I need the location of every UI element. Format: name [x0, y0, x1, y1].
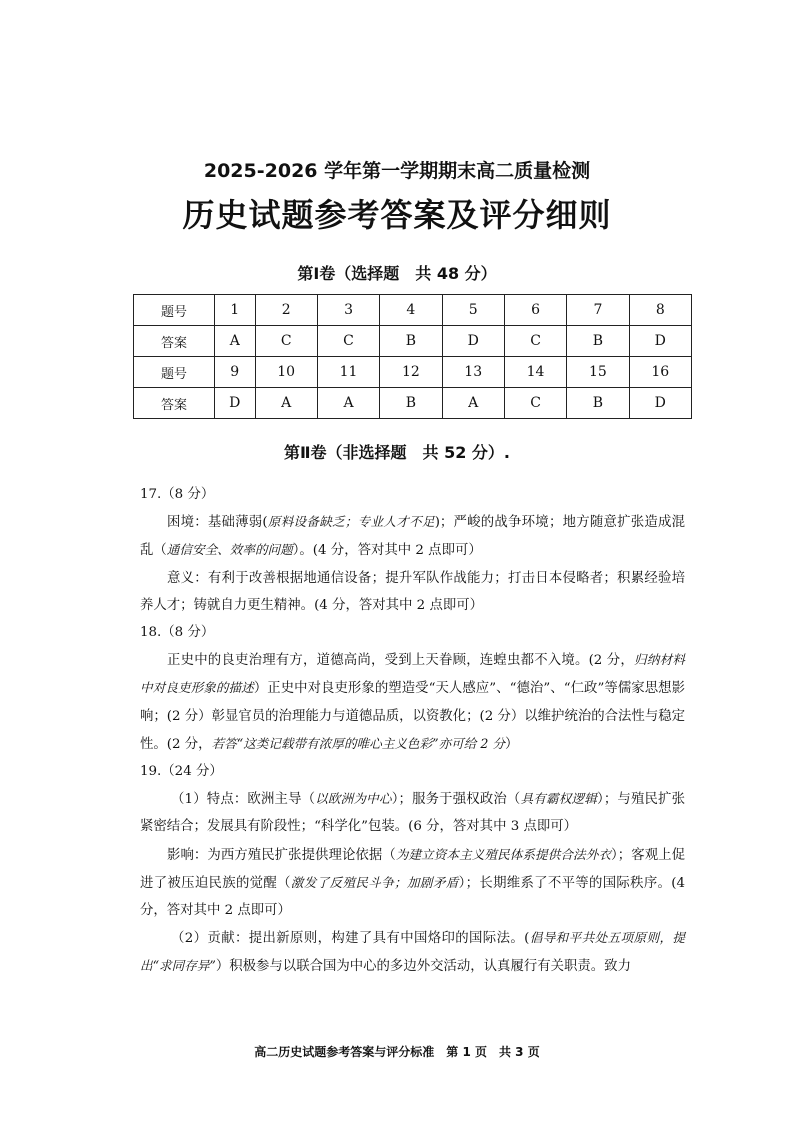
q17-heading: 17.（8 分）	[140, 487, 215, 502]
answer-table-cell: 16	[629, 357, 691, 388]
page-footer: 高二历史试题参考答案与评分标准 第 1 页 共 3 页	[254, 1045, 540, 1059]
answer-table-cell: 13	[442, 357, 504, 388]
section-2-title: 第Ⅱ卷（非选择题 共 52 分）.	[283, 443, 511, 462]
q19-paragraph-1: （1）特点：欧洲主导（以欧洲为中心）；服务于强权政治（具有霸权逻辑）；与殖民扩张紧密结合；发展具有阶段性；“科学化”包装。(6 分，答对其中 3 点即可）	[140, 791, 685, 835]
q18-heading: 18.（8 分）	[140, 625, 215, 641]
answer-table-cell: D	[442, 326, 504, 357]
answer-table-cell: 15	[567, 357, 629, 388]
answer-table-cell: B	[380, 326, 442, 357]
answer-table-row-head: 题号	[134, 295, 215, 326]
answer-table-cell: 8	[629, 295, 691, 326]
answer-table-cell: 5	[442, 295, 504, 326]
answer-table-cell: 3	[317, 295, 379, 326]
answer-table-cell: 4	[380, 295, 442, 326]
q19-heading: 19.（24 分）	[140, 764, 223, 780]
answer-table-cell: 11	[317, 357, 379, 388]
answer-table-row	[134, 326, 692, 357]
answer-table-cell: C	[504, 326, 566, 357]
exam-subtitle: 2025-2026 学年第一学期期末高二质量检测	[203, 160, 591, 182]
answer-table-row	[134, 295, 692, 326]
answer-table-cell: B	[567, 326, 629, 357]
answer-table-cell: 2	[255, 295, 317, 326]
answer-table-cell: 14	[504, 357, 566, 388]
q19-paragraph-3: （2）贡献：提出新原则，构建了具有中国烙印的国际法。(倡导和平共处五项原则，提出“求同存异”）积极参与以联合国为中心的多边外交活动，认真履行有关职责。致力	[140, 930, 686, 975]
answer-table-row-head: 答案	[134, 388, 215, 419]
answer-table-cell: D	[629, 326, 691, 357]
q17-paragraph-1: 困境：基础薄弱(原料设备缺乏；专业人才不足)；严峻的战争环境；地方随意扩张造成混乱（通信安全、效率的问题）。(4 分，答对其中 2 点即可）	[140, 514, 685, 559]
answer-table-cell: B	[567, 388, 629, 419]
answer-table-cell: A	[317, 388, 379, 419]
q18-paragraph-1: 正史中的良吏治理有方，道德高尚，受到上天眷顾，连蝗虫都不入境。(2 分，归纳材料中对良吏形象的描述）正史中对良吏形象的塑造受“天人感应”、“德治”、“仁政”等儒家思想影响；(2 分）彰显官员的治理能力与道德品质，以资教化；(2 分）以维护统治的合法性与稳定性。(2 分，若答“这类记载带有浓厚的唯心主义色彩”亦可给 2 分）	[140, 652, 686, 752]
answer-table-cell: A	[255, 388, 317, 419]
answer-table-cell: D	[629, 388, 691, 419]
answer-table-cell: C	[504, 388, 566, 419]
answer-table-row	[134, 357, 692, 388]
section-1-title: 第Ⅰ卷（选择题 共 48 分）	[297, 264, 497, 283]
answer-table-cell: 12	[380, 357, 442, 388]
answer-table-cell: 9	[215, 357, 256, 388]
q17-paragraph-2: 意义：有利于改善根据地通信设备；提升军队作战能力；打击日本侵略者；积累经验培养人才；铸就自力更生精神。(4 分，答对其中 2 点即可）	[140, 570, 685, 613]
answer-table-cell: 7	[567, 295, 629, 326]
answer-table-cell: A	[442, 388, 504, 419]
answer-table	[133, 294, 692, 419]
answer-table-cell: C	[317, 326, 379, 357]
answer-table-cell: 10	[255, 357, 317, 388]
page-title: 历史试题参考答案及评分细则	[182, 196, 612, 234]
answer-table-cell: 6	[504, 295, 566, 326]
answer-body	[140, 481, 685, 981]
answer-table-cell: D	[215, 388, 256, 419]
answer-table-cell: 1	[215, 295, 256, 326]
q19-paragraph-2: 影响：为西方殖民扩张提供理论依据（为建立资本主义殖民体系提供合法外衣）；客观上促进了被压迫民族的觉醒（激发了反殖民斗争；加剧矛盾）；长期维系了不平等的国际秩序。(4 分，答对其中 2 点即可）	[140, 846, 686, 919]
answer-table-row-head: 题号	[134, 357, 215, 388]
answer-table-row	[134, 388, 692, 419]
answer-table-cell: C	[255, 326, 317, 357]
answer-table-row-head: 答案	[134, 326, 215, 357]
answer-table-cell: A	[215, 326, 256, 357]
answer-table-cell: B	[380, 388, 442, 419]
